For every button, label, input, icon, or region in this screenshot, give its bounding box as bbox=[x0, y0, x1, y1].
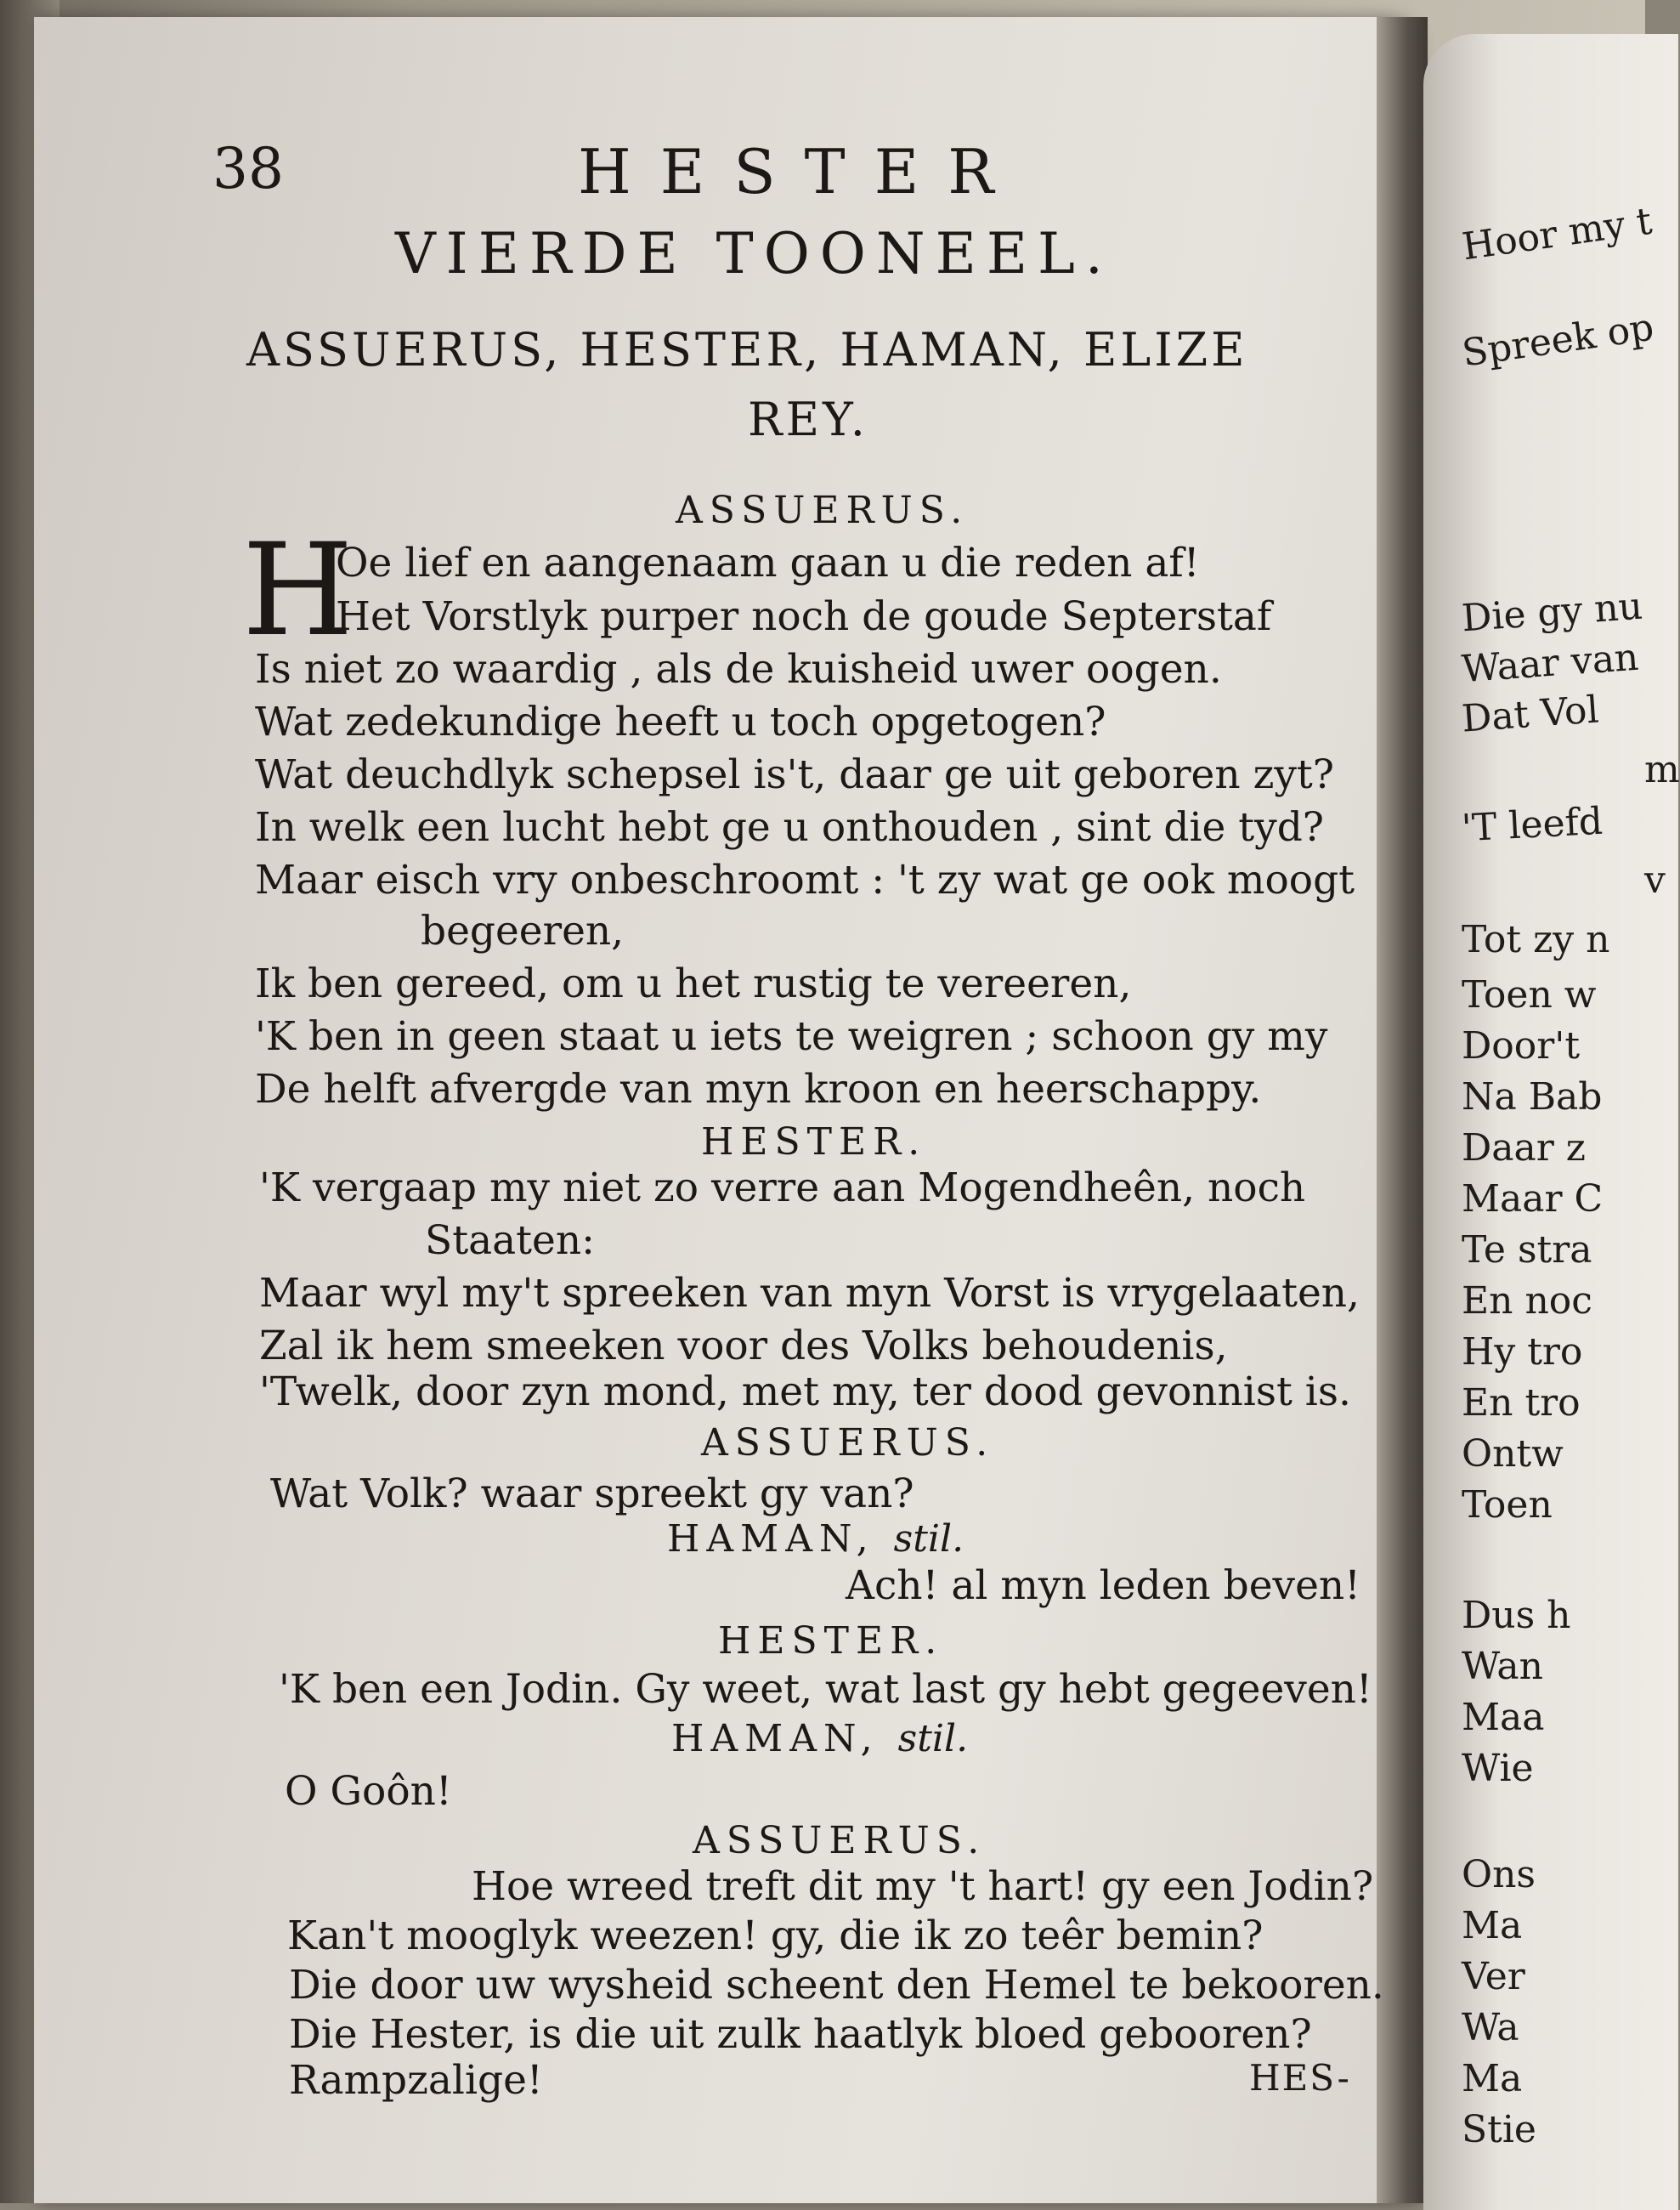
right-page-line: Spreek op bbox=[1459, 305, 1657, 376]
right-page-line: Stie bbox=[1462, 2108, 1536, 2151]
verse-line: Zal ik hem smeeken voor des Volks behoudenis, bbox=[259, 1323, 1228, 1369]
verse-line: Staaten: bbox=[425, 1217, 595, 1264]
speaker-name: HAMAN, stil. bbox=[667, 1517, 964, 1561]
verse-line: O Goôn! bbox=[285, 1768, 452, 1815]
verse-line: 'K ben een Jodin. Gy weet, wat last gy hebt gegeeven! bbox=[279, 1666, 1372, 1713]
verse-line: Wat zedekundige heeft u toch opgetogen? bbox=[255, 699, 1106, 745]
verse-line: 'K vergaap my niet zo verre aan Mogendheên, noch bbox=[259, 1164, 1306, 1211]
right-page-line: Maa bbox=[1462, 1696, 1545, 1739]
right-page-line: Die gy nu bbox=[1460, 584, 1644, 641]
right-page-line: Waar van bbox=[1460, 635, 1640, 692]
right-page-line: Toen w bbox=[1462, 973, 1597, 1017]
verse-line: Hoe wreed treft dit my 't hart! gy een Jodin? bbox=[472, 1863, 1374, 1910]
verse-line: Ach! al myn leden beven! bbox=[846, 1562, 1361, 1609]
stage-direction: stil. bbox=[897, 1717, 969, 1760]
right-page-line: Door't bbox=[1462, 1024, 1581, 1068]
verse-line: Ik ben gereed, om u het rustig te vereeren, bbox=[255, 960, 1132, 1007]
right-page-line: Daar z bbox=[1462, 1126, 1586, 1170]
catchword: HES- bbox=[1249, 2057, 1351, 2099]
verse-line: Is niet zo waardig , als de kuisheid uwer oogen. bbox=[255, 646, 1222, 693]
right-page-line: Hy tro bbox=[1462, 1330, 1583, 1374]
right-page-line: Ver bbox=[1462, 1955, 1525, 1998]
verse-line: Wat Volk? waar spreekt gy van? bbox=[270, 1470, 914, 1517]
book-gutter bbox=[1377, 17, 1428, 2203]
right-page-line: Na Bab bbox=[1462, 1075, 1603, 1119]
right-page-line: Toen bbox=[1462, 1483, 1553, 1527]
page-number: 38 bbox=[212, 136, 284, 201]
right-page-line: Te stra bbox=[1462, 1228, 1592, 1272]
drop-cap: H bbox=[242, 517, 354, 665]
verse-line: Maar wyl my't spreeken van myn Vorst is vrygelaaten, bbox=[259, 1270, 1360, 1317]
right-page-line: Tot zy n bbox=[1462, 918, 1610, 961]
verse-line: Die door uw wysheid scheent den Hemel te bekooren. bbox=[289, 1962, 1384, 2009]
speaker-name: HESTER. bbox=[718, 1619, 944, 1663]
speaker-name: ASSUERUS. bbox=[693, 1819, 987, 1862]
right-page-line: Dus h bbox=[1462, 1594, 1571, 1637]
right-page-line: Ons bbox=[1462, 1853, 1536, 1896]
right-page-line: 'T leefd bbox=[1460, 799, 1604, 851]
right-page-line: Hoor my t bbox=[1459, 199, 1655, 269]
verse-line: Maar eisch vry onbeschroomt : 't zy wat ge ook moogt bbox=[255, 857, 1355, 904]
right-page-line: En tro bbox=[1462, 1381, 1581, 1425]
stage-direction: stil. bbox=[893, 1517, 964, 1561]
verse-line: Oe lief en aangenaam gaan u die reden af! bbox=[336, 540, 1200, 586]
verse-line: 'Twelk, door zyn mond, met my, ter dood gevonnist is. bbox=[259, 1368, 1351, 1415]
right-page-line: Maar C bbox=[1462, 1177, 1604, 1221]
verse-line: De helft afvergde van myn kroon en heerschappy. bbox=[255, 1066, 1262, 1113]
verse-line: begeeren, bbox=[421, 908, 625, 955]
verse-line: 'K ben in geen staat u iets te weigren ; schoon gy my bbox=[255, 1013, 1328, 1060]
right-page-line: Wie bbox=[1462, 1747, 1534, 1790]
speaker-name: ASSUERUS. bbox=[676, 489, 970, 532]
right-page bbox=[1423, 34, 1678, 2210]
right-page-line: Wan bbox=[1462, 1645, 1543, 1688]
speaker-name: HAMAN, stil. bbox=[671, 1717, 969, 1760]
right-page-line: En noc bbox=[1462, 1279, 1592, 1323]
right-page-line: Dat Vol bbox=[1460, 688, 1601, 741]
right-page-line: Ontw bbox=[1462, 1432, 1564, 1476]
right-page-line: m bbox=[1644, 748, 1680, 791]
verse-line: Rampzalige! bbox=[289, 2057, 543, 2104]
speaker-name: HESTER. bbox=[701, 1120, 927, 1164]
right-page-line: Wa bbox=[1462, 2006, 1519, 2049]
verse-line: Die Hester, is die uit zulk haatlyk bloed gebooren? bbox=[289, 2011, 1312, 2058]
cast-list-continued: REY. bbox=[748, 393, 868, 446]
verse-line: Wat deuchdlyk schepsel is't, daar ge uit geboren zyt? bbox=[255, 751, 1334, 798]
verse-line: In welk een lucht hebt ge u onthouden , sint die tyd? bbox=[255, 804, 1325, 851]
right-page-line: v bbox=[1644, 858, 1666, 902]
cast-list: ASSUERUS, HESTER, HAMAN, ELIZE bbox=[246, 323, 1248, 377]
verse-line: Het Vorstlyk purper noch de goude Septerstaf bbox=[336, 593, 1272, 640]
running-title: HESTER bbox=[578, 136, 1023, 207]
scene-title: VIERDE TOONEEL. bbox=[395, 221, 1113, 286]
speaker-name: ASSUERUS. bbox=[701, 1421, 995, 1465]
verse-line: Kan't mooglyk weezen! gy, die ik zo teêr bemin? bbox=[287, 1912, 1264, 1959]
right-page-line: Ma bbox=[1462, 2057, 1523, 2100]
right-page-line: Ma bbox=[1462, 1904, 1523, 1947]
